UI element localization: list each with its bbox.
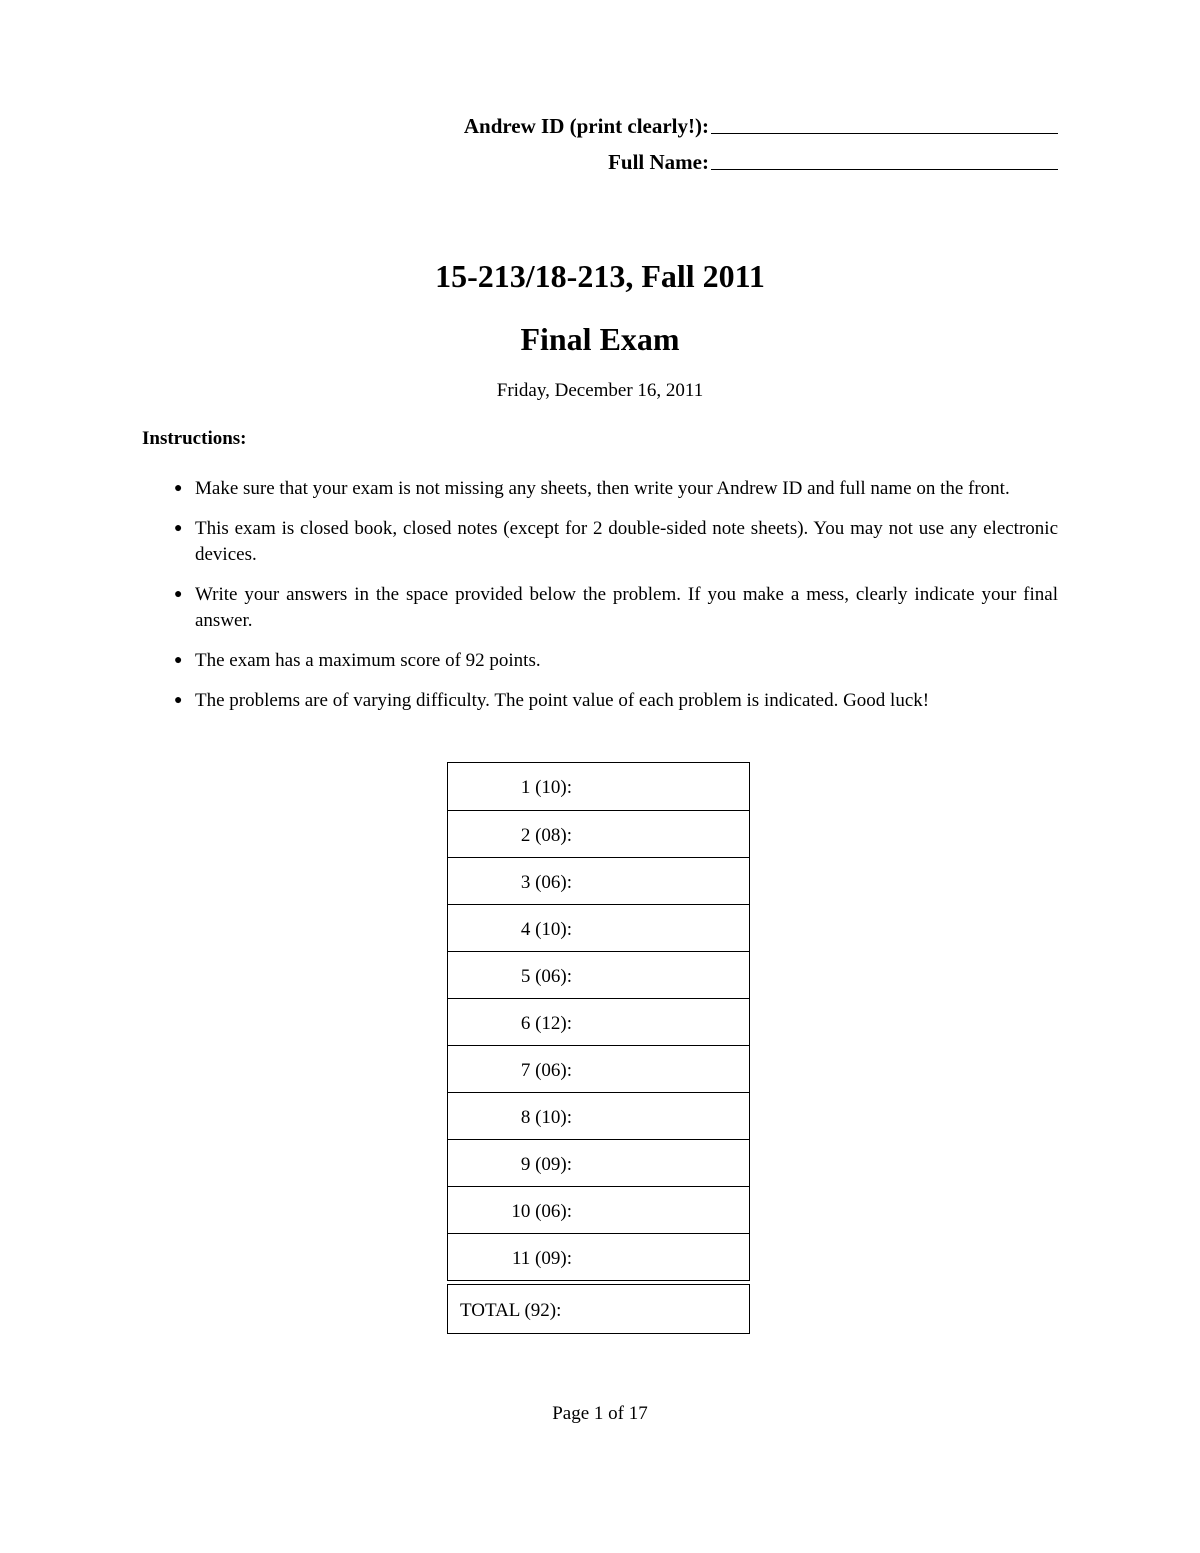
score-row — [447, 1093, 750, 1140]
score-row-label: 1 (10): — [520, 777, 572, 798]
instruction-text: Make sure that your exam is not missing any sheets, then write your Andrew ID and full name on the front. — [195, 478, 1010, 499]
score-row — [447, 1140, 750, 1187]
instruction-item — [170, 582, 1058, 634]
score-row-label: 6 (12): — [520, 1013, 572, 1034]
score-row-label: 9 (09): — [520, 1154, 572, 1175]
score-row-label: 2 (08): — [520, 825, 572, 846]
score-row — [447, 999, 750, 1046]
bullet-icon: ● — [174, 693, 183, 708]
score-row-label: 10 (06): — [511, 1201, 572, 1222]
instructions-heading: Instructions: — [142, 428, 247, 449]
total-row — [447, 1284, 750, 1334]
andrew-id-blank-line — [711, 132, 1058, 134]
instruction-text: This exam is closed book, closed notes (except for 2 double-sided note sheets). You may not use any electronic devices. — [195, 518, 1058, 565]
full-name-blank-line — [711, 168, 1058, 170]
course-title: 15-213/18-213, Fall 2011 — [435, 258, 765, 294]
score-row-label: 8 (10): — [520, 1107, 572, 1128]
instruction-text: Write your answers in the space provided below the problem. If you make a mess, clearly indicate your final answer. — [195, 584, 1058, 631]
score-row-label: 4 (10): — [520, 919, 572, 940]
score-row — [447, 811, 750, 858]
score-row — [447, 905, 750, 952]
bullet-icon: ● — [174, 521, 183, 536]
score-table — [447, 762, 750, 1334]
score-row — [447, 762, 750, 811]
score-row-label: 5 (06): — [520, 966, 572, 987]
instruction-item — [170, 648, 1058, 674]
score-row — [447, 1046, 750, 1093]
score-row-label: 11 (09): — [512, 1248, 572, 1269]
instruction-text: The problems are of varying difficulty. The point value of each problem is indicated. Good luck! — [195, 690, 930, 711]
exam-title: Final Exam — [520, 321, 680, 357]
score-row-label: 7 (06): — [520, 1060, 572, 1081]
full-name-label: Full Name: — [608, 150, 709, 174]
instruction-text: The exam has a maximum score of 92 points. — [195, 650, 541, 671]
bullet-icon: ● — [174, 653, 183, 668]
andrew-id-field — [464, 114, 1058, 139]
bullet-icon: ● — [174, 587, 183, 602]
instruction-item — [170, 476, 1058, 502]
instructions-list — [170, 476, 1058, 728]
bullet-icon: ● — [174, 481, 183, 496]
score-row — [447, 952, 750, 999]
exam-date: Friday, December 16, 2011 — [496, 380, 704, 401]
score-row-label: 3 (06): — [520, 872, 572, 893]
full-name-field — [608, 150, 1058, 175]
instruction-item — [170, 688, 1058, 714]
score-row — [447, 858, 750, 905]
score-row — [447, 1187, 750, 1234]
total-label: TOTAL (92): — [460, 1300, 562, 1321]
score-row — [447, 1234, 750, 1281]
page-number: Page 1 of 17 — [552, 1403, 648, 1424]
andrew-id-label: Andrew ID (print clearly!): — [463, 114, 709, 138]
instruction-item — [170, 516, 1058, 568]
